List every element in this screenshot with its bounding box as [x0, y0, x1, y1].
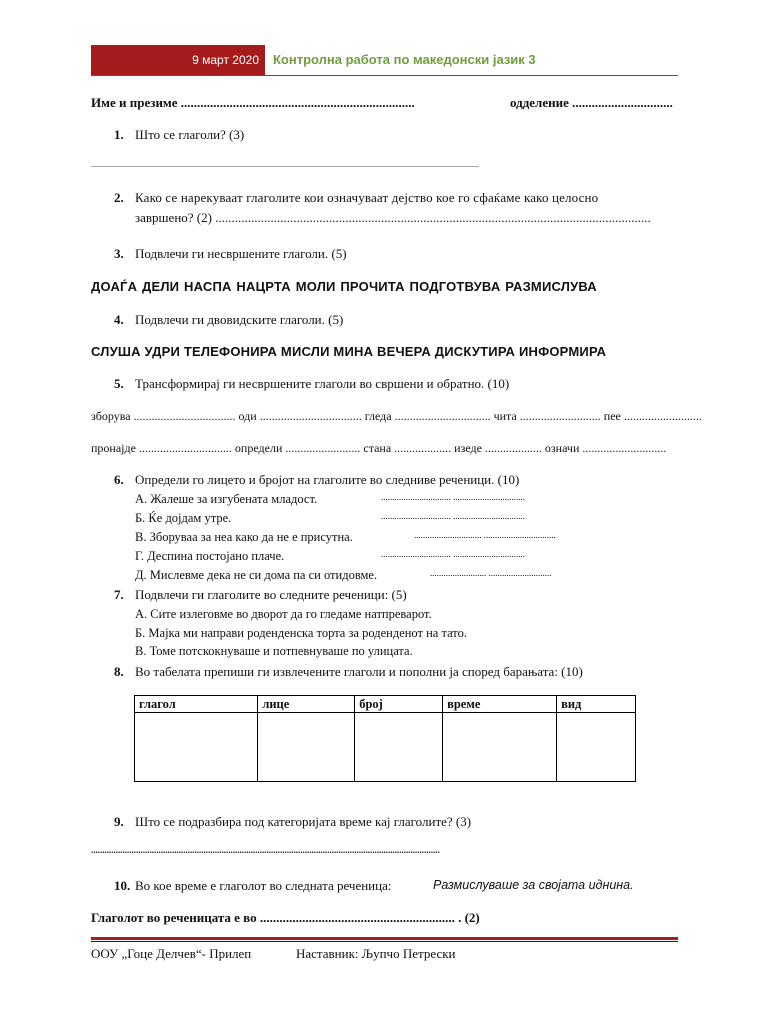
q1-answer-line: .................................................................................................................................................................................................. [91, 160, 479, 169]
q6-item: А. Жалеше за изгубената младост. [135, 492, 318, 506]
q6-number: 6. [114, 472, 124, 487]
q7-sentence: А. Сите излеговме во дворот да го гледаме натпреварот. [135, 607, 432, 621]
table-cell [355, 713, 443, 782]
column-header-verb: глагол [135, 696, 258, 713]
q4-number: 4. [114, 312, 124, 327]
verb-table-header-row [135, 696, 636, 713]
q1-text: Што се глаголи? (3) [135, 127, 245, 142]
q5-number: 5. [114, 376, 124, 391]
q6-item-blanks: ............................... ................................ [381, 492, 525, 502]
q9-text: Што се подразбира под категоријата време кај глаголите? (3) [135, 814, 472, 829]
footer-teacher: Наставник: Љупчо Петрески [296, 946, 456, 961]
footer-divider-accent [91, 937, 678, 940]
q6-text: Определи го лицето и бројот на глаголите во следниве реченици. (10) [135, 472, 520, 487]
verb-table [134, 695, 636, 782]
q8-number: 8. [114, 664, 124, 679]
q3-number: 3. [114, 246, 124, 261]
table-cell [557, 713, 636, 782]
q6-item: В. Зборуваа за неа како да не е присутна. [135, 530, 353, 544]
q1-number: 1. [114, 127, 124, 142]
q6-item-blanks: ............................... ................................ [381, 549, 525, 559]
header-divider [91, 75, 678, 76]
q6-item-blanks: ............................... ................................ [381, 511, 525, 521]
name-field: Име и презиме ........................................................................ [91, 95, 415, 110]
header-title: Контролна работа по македонски јазик 3 [273, 52, 536, 67]
column-header-number: број [355, 696, 443, 713]
q7-sentence: Б. Мајка ми направи роденденска торта за роденденот на тато. [135, 626, 467, 640]
q4-word-list: СЛУША УДРИ ТЕЛЕФОНИРА МИСЛИ МИНА ВЕЧЕРА ДИСКУТИРА ИНФОРМИРА [91, 344, 607, 359]
q5-row-2: пронајде ............................... определи ......................... стана ................... изеде ................... означи ............................ [91, 441, 667, 455]
header-date: 9 март 2020 [91, 45, 265, 75]
footer-school: ООУ „Гоце Делчев“- Прилеп [91, 946, 252, 961]
class-field: одделение ............................... [510, 95, 673, 110]
q10-answer: Глаголот во реченицата е во ............................................................ . (2) [91, 910, 480, 925]
q5-row-1: зборува .................................. оди .................................. гледа ................................ чита ........................... пее .......................... [91, 409, 702, 423]
q10-sentence: Размислуваше за својата иднина. [433, 878, 634, 892]
q9-answer-line: ........................................................................................................................................................... [91, 845, 440, 855]
q6-item: Д. Мислевме дека не си дома па си отидовме. [135, 568, 378, 582]
q6-item: Б. Ќе дојдам утре. [135, 511, 232, 525]
table-cell [258, 713, 355, 782]
q10-text: Во кое време е глаголот во следната реченица: [135, 878, 392, 893]
q7-number: 7. [114, 587, 124, 602]
footer-divider [91, 941, 678, 942]
q10-number: 10. [114, 878, 131, 893]
q6-item-blanks: .............................. ................................ [414, 530, 556, 540]
q6-item: Г. Деспина постојано плаче. [135, 549, 285, 563]
q7-text: Подвлечи ги глаголите во следните реченици: (5) [135, 587, 407, 602]
q5-text: Трансформирај ги несвршените глаголи во свршени и обратно. (10) [135, 376, 510, 391]
q7-sentence: В. Томе потскокнуваше и потпевнуваше по улицата. [135, 644, 413, 658]
q9-number: 9. [114, 814, 124, 829]
q2-text-line1: Како се нарекуваат глаголите кои означуваат дејство кое го сфаќаме како целосно [135, 190, 599, 205]
q3-word-list: ДОАЃА ДЕЛИ НАСПА НАЦРТА МОЛИ ПРОЧИТА ПОДГОТВУВА РАЗМИСЛУВА [91, 279, 597, 294]
q4-text: Подвлечи ги двовидските глаголи. (5) [135, 312, 344, 327]
verb-table-row [135, 713, 636, 782]
column-header-tense: време [443, 696, 557, 713]
q2-number: 2. [114, 190, 124, 205]
q6-item-blanks: ......................... ............................ [430, 568, 552, 578]
column-header-aspect: вид [557, 696, 636, 713]
q3-text: Подвлечи ги несвршените глаголи. (5) [135, 246, 347, 261]
q8-text: Во табелата препиши ги извлечените глаголи и пополни ја според барањата: (10) [135, 664, 583, 679]
q2-text-line2: завршено? (2) ...................................................................................................................................... [135, 210, 651, 225]
table-cell [135, 713, 258, 782]
table-cell [443, 713, 557, 782]
column-header-person: лице [258, 696, 355, 713]
